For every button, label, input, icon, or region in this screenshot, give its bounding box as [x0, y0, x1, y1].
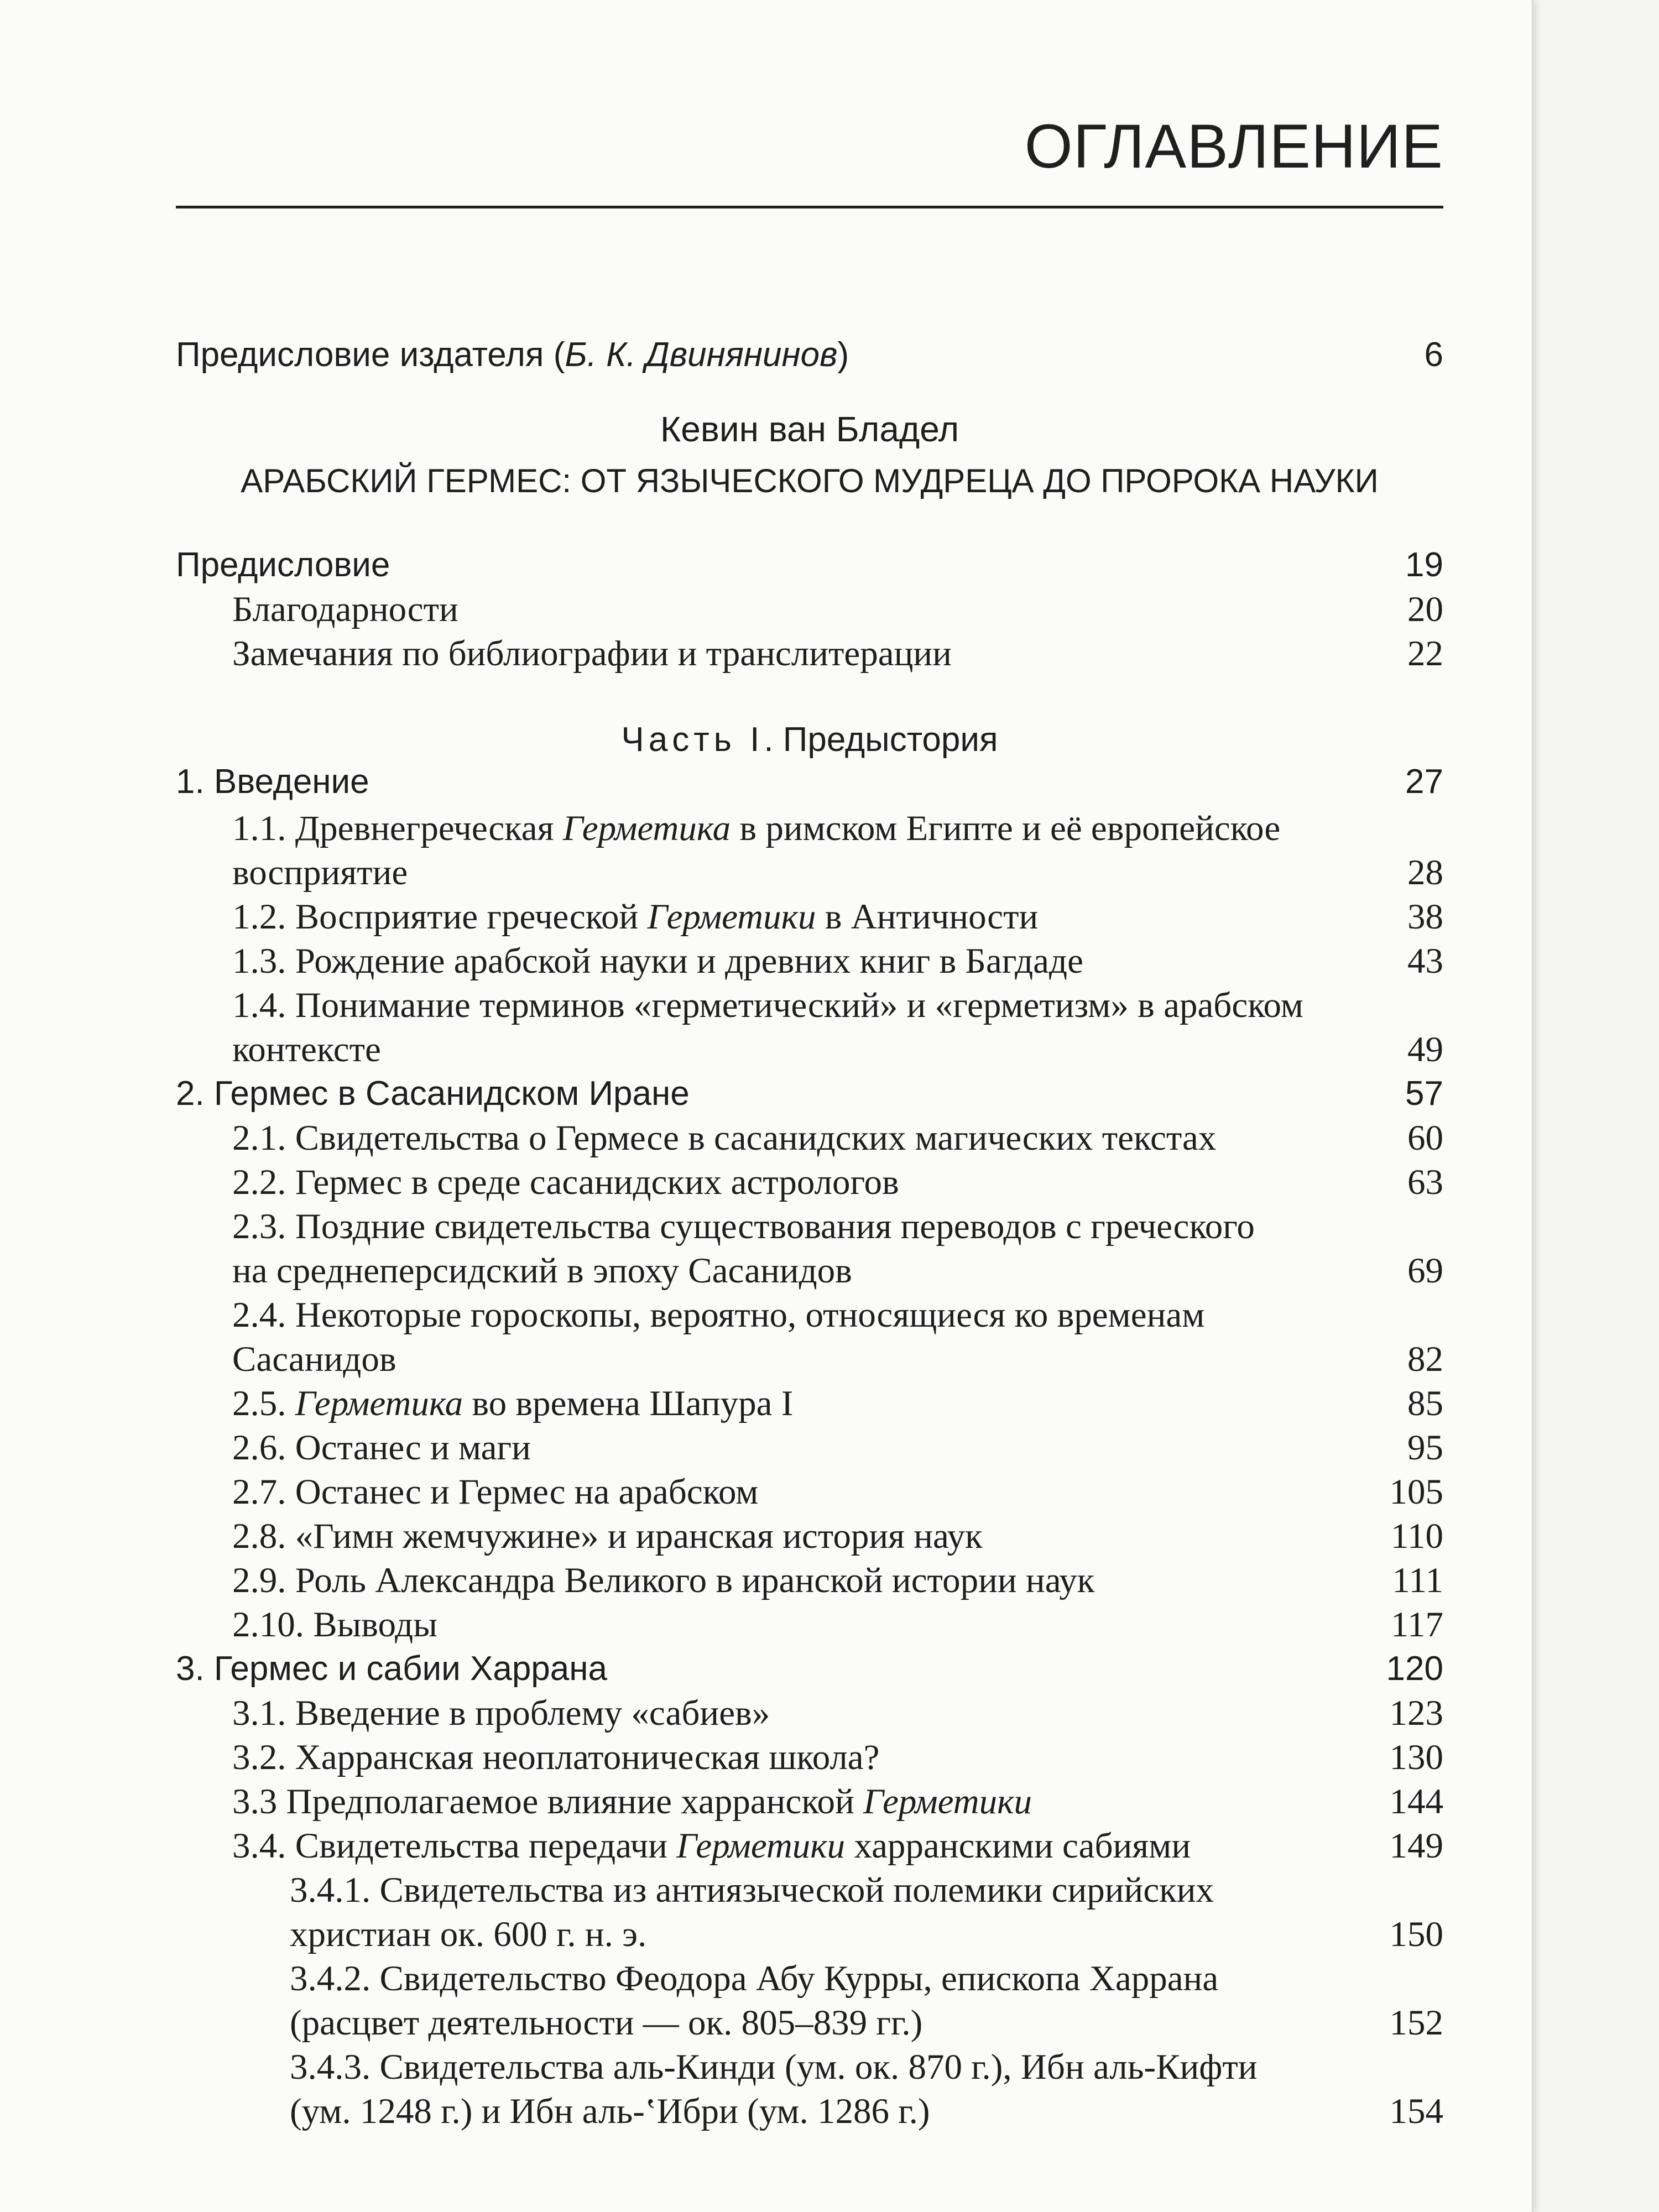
- page-number: 57: [1405, 1074, 1443, 1113]
- toc-entry[interactable]: 2.8. «Гимн жемчужине» и иранская история наук 110: [232, 1514, 1443, 1558]
- page-number: 117: [1390, 1605, 1443, 1645]
- toc-entry[interactable]: Благодарности 20: [232, 587, 1443, 632]
- toc-entry-line1: 2.3. Поздние свидетельства существования переводов с греческого: [232, 1207, 1255, 1246]
- page-number: 152: [1389, 2003, 1443, 2043]
- page-number: 19: [1405, 546, 1443, 584]
- toc-chapter[interactable]: 1. Введение 27: [176, 760, 1443, 804]
- book-author: Кевин ван Бладел: [660, 409, 959, 449]
- toc-entry-line1: 3.4.3. Свидетельства аль-Кинди (ум. ок. 870 г.), Ибн аль-Кифти: [290, 2047, 1258, 2087]
- part-heading: Часть I. Предыстория: [621, 721, 998, 759]
- dot-leader: [962, 632, 1397, 676]
- page-number: 6: [1424, 336, 1443, 374]
- dot-leader: [940, 2089, 1379, 2133]
- toc-entry[interactable]: Замечания по библиографии и транслитерации 22: [232, 632, 1443, 676]
- toc-entry[interactable]: контексте 49: [232, 1027, 1443, 1072]
- dot-leader: [859, 333, 1414, 377]
- page-number: 69: [1407, 1251, 1443, 1291]
- dot-leader: [617, 1647, 1376, 1691]
- toc-entry[interactable]: восприятие 28: [232, 851, 1443, 895]
- dot-leader: [400, 543, 1395, 587]
- toc-entry[interactable]: 2.6. Останес и маги 95: [232, 1426, 1443, 1470]
- dot-leader: [1201, 1824, 1379, 1868]
- dot-leader: [993, 1514, 1381, 1558]
- dot-leader: [447, 1603, 1381, 1647]
- page-number: 105: [1389, 1472, 1443, 1512]
- page-number: 20: [1407, 589, 1443, 629]
- page-number: 43: [1407, 941, 1443, 981]
- toc-entry-line1: 3.4.1. Свидетельства из антиязыческой полемики сирийских: [290, 1870, 1214, 1910]
- page-number: 28: [1407, 853, 1443, 893]
- dot-leader: [1226, 1116, 1397, 1160]
- toc-entry[interactable]: Предисловие 19: [176, 543, 1443, 587]
- dot-leader: [656, 1912, 1379, 1957]
- book-title: АРАБСКИЙ ГЕРМЕС: ОТ ЯЗЫЧЕСКОГО МУДРЕЦА ДО ПРОРОКА НАУКИ: [241, 462, 1379, 499]
- page-number: 110: [1390, 1516, 1443, 1556]
- dot-leader: [468, 587, 1397, 632]
- dot-leader: [780, 1691, 1379, 1735]
- toc-entry[interactable]: христиан ок. 600 г. н. э. 150: [290, 1912, 1443, 1957]
- toc-entry[interactable]: 3.1. Введение в проблему «сабиев» 123: [232, 1691, 1443, 1735]
- dot-leader: [1042, 1780, 1379, 1824]
- toc-entry[interactable]: Сасанидов 82: [232, 1337, 1443, 1381]
- toc-entry-publisher-preface[interactable]: Предисловие издателя (Б. К. Двинянинов) 6: [176, 333, 1443, 377]
- dot-leader: [768, 1470, 1379, 1514]
- dot-leader: [541, 1426, 1397, 1470]
- page-number: 49: [1407, 1030, 1443, 1070]
- dot-leader: [379, 760, 1395, 804]
- toc-entry[interactable]: (ум. 1248 г.) и Ибн аль-ʽИбри (ум. 1286 г.) 154: [290, 2089, 1443, 2133]
- page-number: 60: [1407, 1118, 1443, 1158]
- toc-entry[interactable]: 2.9. Роль Александра Великого в иранской истории наук 111: [232, 1558, 1443, 1603]
- toc-entry[interactable]: 3.2. Харранская неоплатоническая школа? 130: [232, 1735, 1443, 1780]
- toc-entry[interactable]: 2.1. Свидетельства о Гермесе в сасанидских магических текстах 60: [232, 1116, 1443, 1160]
- dot-leader: [862, 1249, 1397, 1293]
- page-number: 95: [1407, 1428, 1443, 1468]
- dot-leader: [418, 851, 1397, 895]
- page-number: 149: [1389, 1826, 1443, 1866]
- toc-entry[interactable]: 2.2. Гермес в среде сасанидских астрологов 63: [232, 1160, 1443, 1204]
- dot-leader: [1104, 1558, 1382, 1603]
- dot-leader: [932, 2001, 1379, 2045]
- toc-chapter[interactable]: 3. Гермес и сабии Харрана 120: [176, 1647, 1443, 1691]
- toc-entry[interactable]: 2.5. Герметика во времена Шапура I 85: [232, 1381, 1443, 1426]
- dot-leader: [909, 1160, 1397, 1204]
- toc-chapter[interactable]: 2. Гермес в Сасанидском Иране 57: [176, 1072, 1443, 1116]
- preface-author: Б. К. Двинянинов: [565, 336, 838, 374]
- dot-leader: [803, 1381, 1397, 1426]
- toc-entry-line1: 3.4.2. Свидетельство Феодора Абу Курры, епископа Харрана: [290, 1959, 1219, 1999]
- toc-entry-line1: 1.4. Понимание терминов «герметический» и «герметизм» в арабском: [232, 985, 1303, 1025]
- page-number: 85: [1407, 1384, 1443, 1423]
- page-number: 27: [1405, 763, 1443, 801]
- page-number: 150: [1389, 1914, 1443, 1954]
- page-number: 22: [1407, 634, 1443, 674]
- page-number: 120: [1386, 1650, 1443, 1688]
- page-number: 111: [1392, 1561, 1443, 1600]
- dot-leader: [700, 1072, 1395, 1116]
- page-number: 38: [1407, 897, 1443, 937]
- toc-entry[interactable]: 2.10. Выводы 117: [232, 1603, 1443, 1647]
- page-title: ОГЛАВЛЕНИЕ: [1024, 112, 1443, 181]
- page-number: 123: [1389, 1693, 1443, 1733]
- toc-entry-line1: 1.1. Древнегреческая Герметика в римском Египте и её европейское: [232, 808, 1281, 848]
- toc-entry[interactable]: на среднеперсидский в эпоху Сасанидов 69: [232, 1249, 1443, 1293]
- page-number: 130: [1389, 1738, 1443, 1777]
- dot-leader: [889, 1735, 1379, 1780]
- dot-leader: [1093, 939, 1397, 983]
- page-number: 144: [1389, 1782, 1443, 1822]
- toc-entry[interactable]: 1.3. Рождение арабской науки и древних книг в Багдаде 43: [232, 939, 1443, 983]
- dot-leader: [1048, 895, 1397, 939]
- title-rule: [176, 206, 1443, 208]
- toc-entry-line1: 2.4. Некоторые гороскопы, вероятно, относящиеся ко временам: [232, 1295, 1205, 1335]
- toc-entry[interactable]: 3.4. Свидетельства передачи Герметики харранскими сабиями 149: [232, 1824, 1443, 1868]
- toc-entry[interactable]: (расцвет деятельности — ок. 805–839 гг.) 152: [290, 2001, 1443, 2045]
- toc-entry[interactable]: 1.2. Восприятие греческой Герметики в Античности 38: [232, 895, 1443, 939]
- dot-leader: [391, 1027, 1397, 1072]
- toc-entry[interactable]: 2.7. Останес и Гермес на арабском 105: [232, 1470, 1443, 1514]
- dot-leader: [406, 1337, 1397, 1381]
- page-number: 154: [1389, 2091, 1443, 2131]
- toc-entry[interactable]: 3.3 Предполагаемое влияние харранской Герметики 144: [232, 1780, 1443, 1824]
- page-number: 63: [1407, 1162, 1443, 1202]
- page-number: 82: [1407, 1339, 1443, 1379]
